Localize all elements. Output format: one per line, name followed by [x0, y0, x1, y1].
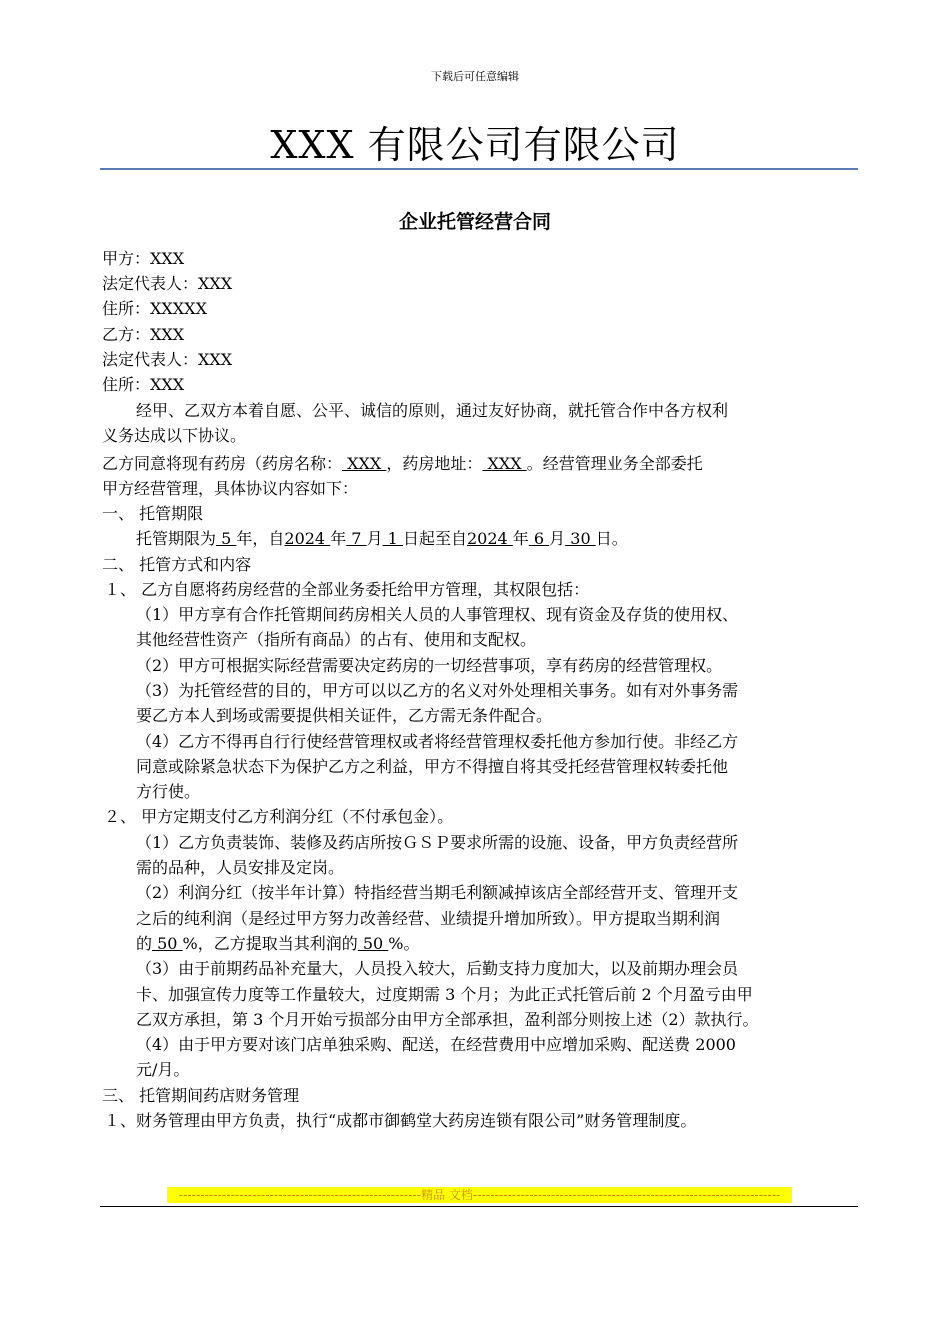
- clause-2-1-2: （2）甲方可根据实际经营需要决定药房的一切经营事项，享有药房的经营管理权。: [136, 656, 723, 675]
- clause-2-1-3: （3）为托管经营的目的，甲方可以以乙方的名义对外处理相关事务。如有对外事务需: [136, 681, 739, 700]
- section-2-title: 二、 托管方式和内容: [102, 555, 252, 574]
- clause-2-1-4: （4）乙方不得再自行行使经营管理权或者将经营管理权委托他方参加行使。非经乙方: [136, 732, 739, 751]
- party-b: 乙方：XXX: [102, 325, 185, 344]
- party-b-representative: 法定代表人：XXX: [102, 350, 233, 369]
- section-3-title: 三、 托管期间药店财务管理: [102, 1086, 300, 1105]
- contract-title: 企业托管经营合同: [398, 211, 551, 233]
- intro-paragraph: 经甲、乙双方本着自愿、公平、诚信的原则，通过友好协商，就托管合作中各方权利: [136, 401, 729, 420]
- intro-paragraph-cont: 义务达成以下协议。: [102, 426, 247, 445]
- clause-2-1-1-cont: 其他经营性资产（指所有商品）的占有、使用和支配权。: [136, 630, 537, 649]
- term-line: 托管期限为 5 年，自2024 年 7 月 1 日起至自2024 年 6 月 30 日。: [136, 529, 628, 548]
- clause-2-2-3: （3）由于前期药品补充量大，人员投入较大，后勤支持力度加大，以及前期办理会员: [136, 959, 739, 978]
- footer-watermark: --------------------------------------------------------精品 文档-----------------------------------------------------------------------: [167, 1187, 792, 1203]
- header-note: 下载后可任意编辑: [431, 70, 519, 83]
- pharmacy-address: XXX: [482, 454, 527, 473]
- clause-2-2-3-cont: 卡、加强宣传力度等工作量较大，过度期需 3 个月；为此正式托管后前 2 个月盈亏由甲: [136, 985, 753, 1004]
- clause-2-2-2-cont: 之后的纯利润（是经过甲方努力改善经营、业绩提升增加所致）。甲方提取当期利润: [136, 909, 721, 928]
- header-divider: [100, 168, 858, 170]
- clause-3-1: １、财务管理由甲方负责，执行“成都市御鹤堂大药房连锁有限公司”财务管理制度。: [104, 1111, 697, 1130]
- party-b-address: 住所：XXX: [102, 375, 185, 394]
- clause-2-1-4-cont: 同意或除紧急状态下为保护乙方之利益，甲方不得擅自将其受托经营管理权转委托他: [136, 757, 729, 776]
- company-name: XXX 有限公司有限公司: [270, 123, 680, 167]
- clause-2-2-4: （4）由于甲方要对该门店单独采购、配送，在经营费用中应增加采购、配送费 2000: [136, 1035, 736, 1054]
- footer-divider: [100, 1206, 858, 1207]
- clause-2-1: １、 乙方自愿将药房经营的全部业务委托给甲方管理，其权限包括：: [104, 580, 590, 599]
- party-a-representative: 法定代表人：XXX: [102, 274, 233, 293]
- clause-2-2-2: （2）利润分红（按半年计算）特指经营当期毛利额减掉该店全部经营开支、管理开支: [136, 883, 739, 902]
- clause-2-1-3-cont: 要乙方本人到场或需要提供相关证件，乙方需无条件配合。: [136, 706, 553, 725]
- clause-2-2-1-cont: 需的品种，人员安排及定岗。: [136, 858, 345, 877]
- clause-2-2-1: （1）乙方负责装饰、装修及药店所按ＧＳＰ要求所需的设施、设备，甲方负责经营所: [136, 833, 739, 852]
- clause-2-2: ２、 甲方定期支付乙方利润分红（不付承包金）。: [104, 807, 454, 826]
- agreement-line-cont: 甲方经营管理，具体协议内容如下：: [102, 479, 359, 498]
- agreement-line: 乙方同意将现有药房（药房名称： XXX ，药房地址： XXX 。经营管理业务全部委托: [102, 454, 703, 473]
- profit-share-line: 的 50 %，乙方提取当其利润的 50 %。: [136, 934, 420, 953]
- clause-2-2-4-cont: 元/月。: [136, 1060, 190, 1079]
- pharmacy-name: XXX: [342, 454, 387, 473]
- clause-2-1-1: （1）甲方享有合作托管期间药房相关人员的人事管理权、现有资金及存货的使用权、: [136, 605, 739, 624]
- party-a-address: 住所：XXXXX: [102, 299, 207, 318]
- section-1-title: 一、 托管期限: [102, 504, 204, 523]
- clause-2-1-4-cont2: 方行使。: [136, 782, 201, 801]
- party-a: 甲方：XXX: [102, 249, 185, 268]
- clause-2-2-3-cont2: 乙双方承担，第 3 个月开始亏损部分由甲方全部承担，盈利部分则按上述（2）款执行。: [136, 1010, 759, 1029]
